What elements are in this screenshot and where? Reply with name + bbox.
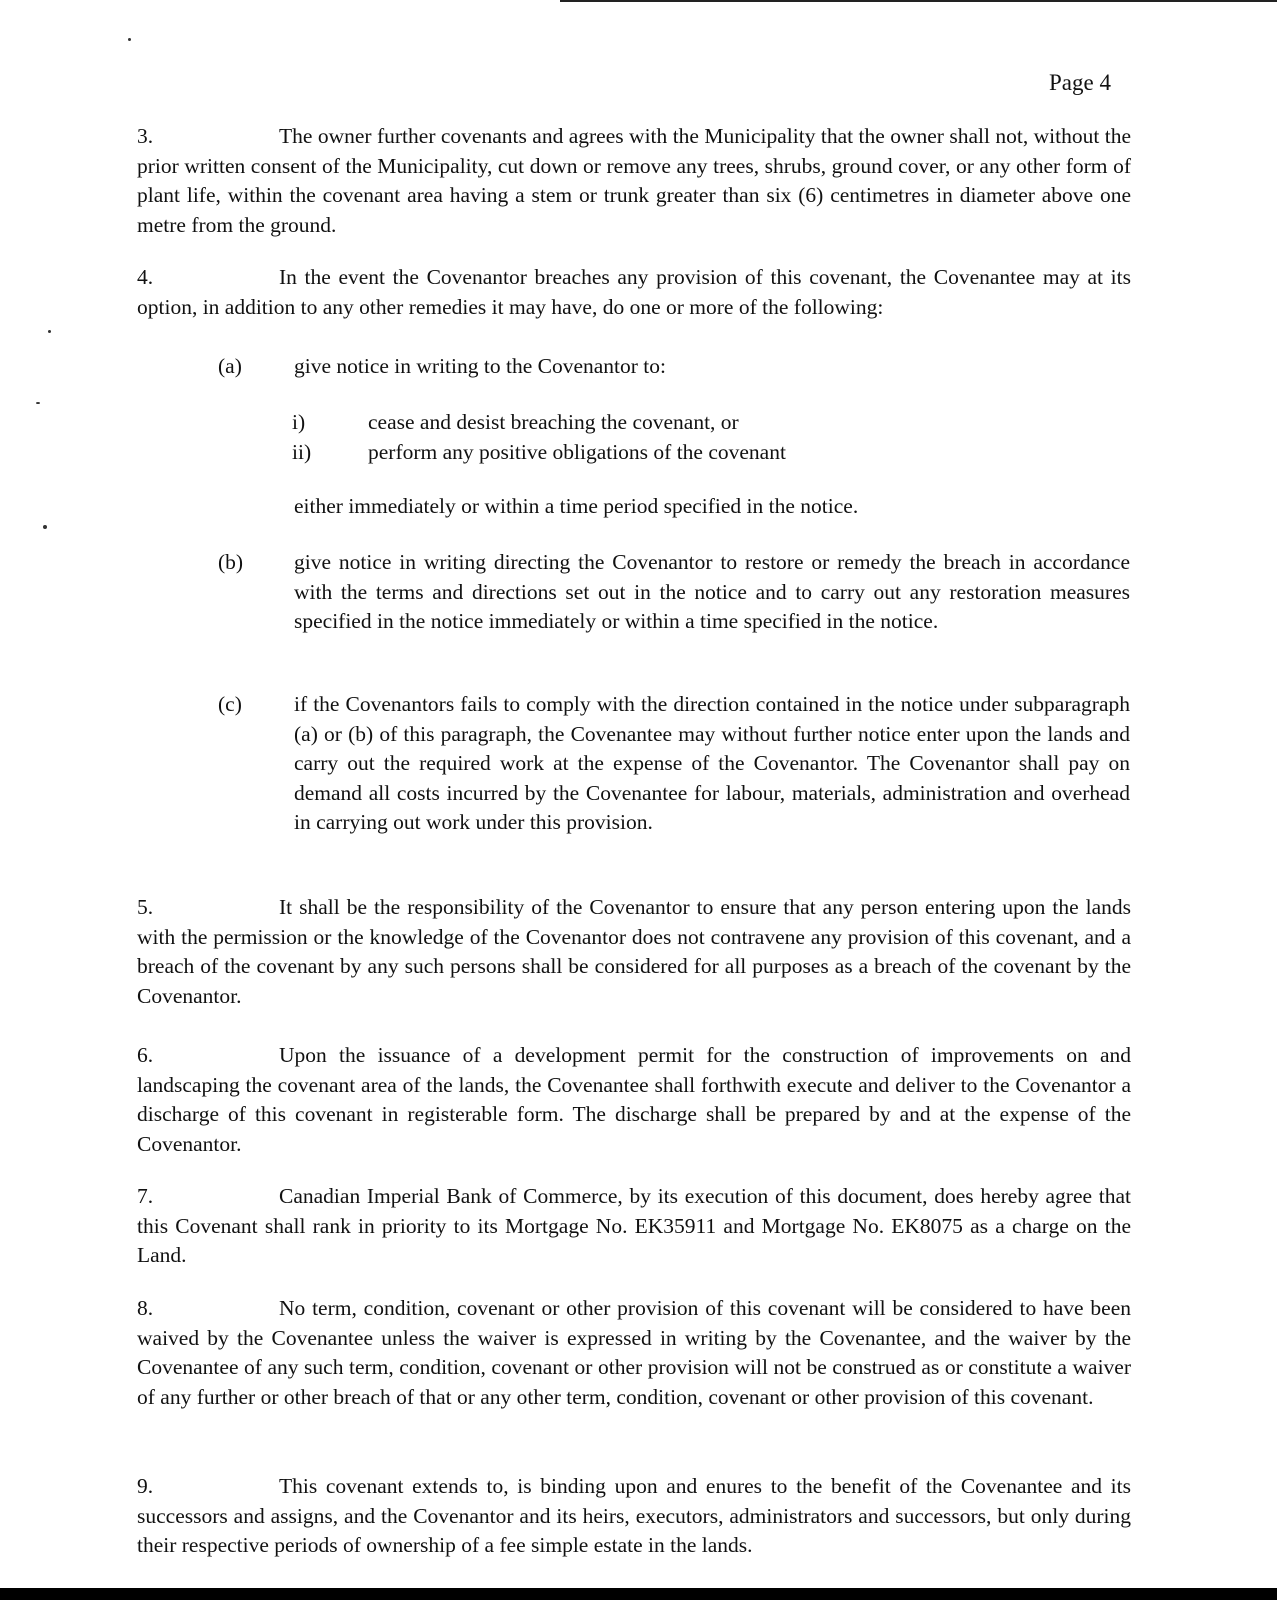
subitem-i — [292, 408, 739, 438]
subparagraph-a — [218, 352, 1130, 382]
subparagraph-c — [218, 690, 1130, 838]
subparagraph-text: give notice in writing directing the Covenantor to restore or remedy the breach in accordance with the terms and directions set out in the notice and to carry out any restoration measures specified in the notice immediately or within a time specified in the notice. — [294, 550, 1130, 633]
scan-speck — [48, 330, 51, 333]
paragraph-number: 7. — [137, 1184, 154, 1208]
paragraph-3 — [137, 122, 1131, 240]
paragraph-4 — [137, 263, 1131, 322]
paragraph-text: The owner further covenants and agrees with the Municipality that the owner shall not, without the prior written consent of the Municipality, cut down or remove any trees, shrubs, ground cover, or any other form of plant life, within the covenant area having a stem or trunk greater than six (6) centimetres in diameter above one metre from the ground. — [137, 124, 1131, 237]
paragraph-text: In the event the Covenantor breaches any provision of this covenant, the Covenantee may at its option, in addition to any other remedies it may have, do one or more of the following: — [137, 265, 1131, 319]
paragraph-number: 5. — [137, 895, 154, 919]
paragraph-text: It shall be the responsibility of the Covenantor to ensure that any person entering upon the lands with the permission or the knowledge of the Covenantor does not contravene any provision of this covenant, and a breach of the covenant by any such persons shall be considered for all purposes as a breach of the covenant by the Covenantor. — [137, 895, 1131, 1008]
scan-speck — [128, 38, 131, 41]
paragraph-number: 8. — [137, 1296, 154, 1320]
bottom-scan-edge — [0, 1588, 1277, 1600]
subparagraph-b — [218, 548, 1130, 637]
scan-speck — [36, 402, 40, 404]
paragraph-7 — [137, 1182, 1131, 1271]
paragraph-number: 3. — [137, 124, 154, 148]
subparagraph-text: give notice in writing to the Covenantor to: — [294, 354, 666, 378]
page-number: Page 4 — [1049, 70, 1111, 95]
paragraph-5 — [137, 893, 1131, 1011]
paragraph-8 — [137, 1294, 1131, 1412]
paragraph-number: 4. — [137, 265, 154, 289]
subitem-text: cease and desist breaching the covenant, or — [368, 410, 739, 434]
paragraph-text: Canadian Imperial Bank of Commerce, by its execution of this document, does hereby agree that this Covenant shall rank in priority to its Mortgage No. EK35911 and Mortgage No. EK8075 as a charge on the Land. — [137, 1184, 1131, 1267]
subitem-text: perform any positive obligations of the covenant — [368, 440, 786, 464]
paragraph-text: No term, condition, covenant or other provision of this covenant will be considered to have been waived by the Covenantee unless the waiver is expressed in writing by the Covenantee, and the waiver by the Covenantee of any such term, condition, covenant or other provision will not be construed as or constitute a waiver of any further or other breach of that or any other term, condition, covenant or other provision of this covenant. — [137, 1296, 1131, 1409]
paragraph-text: This covenant extends to, is binding upon and enures to the benefit of the Covenantee and its successors and assigns, and the Covenantor and its heirs, executors, administrators and successors, but only during their respective periods of ownership of a fee simple estate in the lands. — [137, 1474, 1131, 1557]
subparagraph-label: (c) — [218, 692, 242, 716]
subitem-label: ii) — [292, 440, 312, 464]
subparagraph-label: (a) — [218, 354, 242, 378]
subparagraph-text: if the Covenantors fails to comply with the direction contained in the notice under subparagraph (a) or (b) of this paragraph, the Covenantee may without further notice enter upon the lands and carry out the required work at the expense of the Covenantor. The Covenantor shall pay on demand all costs incurred by the Covenantee for labour, materials, administration and overhead in carrying out work under this provision. — [294, 692, 1130, 834]
paragraph-number: 9. — [137, 1474, 154, 1498]
paragraph-9 — [137, 1472, 1131, 1561]
subitem-ii — [292, 438, 786, 468]
top-scan-edge — [560, 0, 1277, 2]
paragraph-number: 6. — [137, 1043, 154, 1067]
subparagraph-label: (b) — [218, 550, 244, 574]
paragraph-text: Upon the issuance of a development permit for the construction of improvements on and landscaping the covenant area of the lands, the Covenantee shall forthwith execute and deliver to the Covenantor a discharge of this covenant in registerable form. The discharge shall be prepared by and at the expense of the Covenantor. — [137, 1043, 1131, 1156]
scan-speck — [43, 525, 47, 529]
paragraph-6 — [137, 1041, 1131, 1159]
subitem-label: i) — [292, 410, 306, 434]
subparagraph-a-trailer: either immediately or within a time period specified in the notice. — [294, 494, 859, 518]
